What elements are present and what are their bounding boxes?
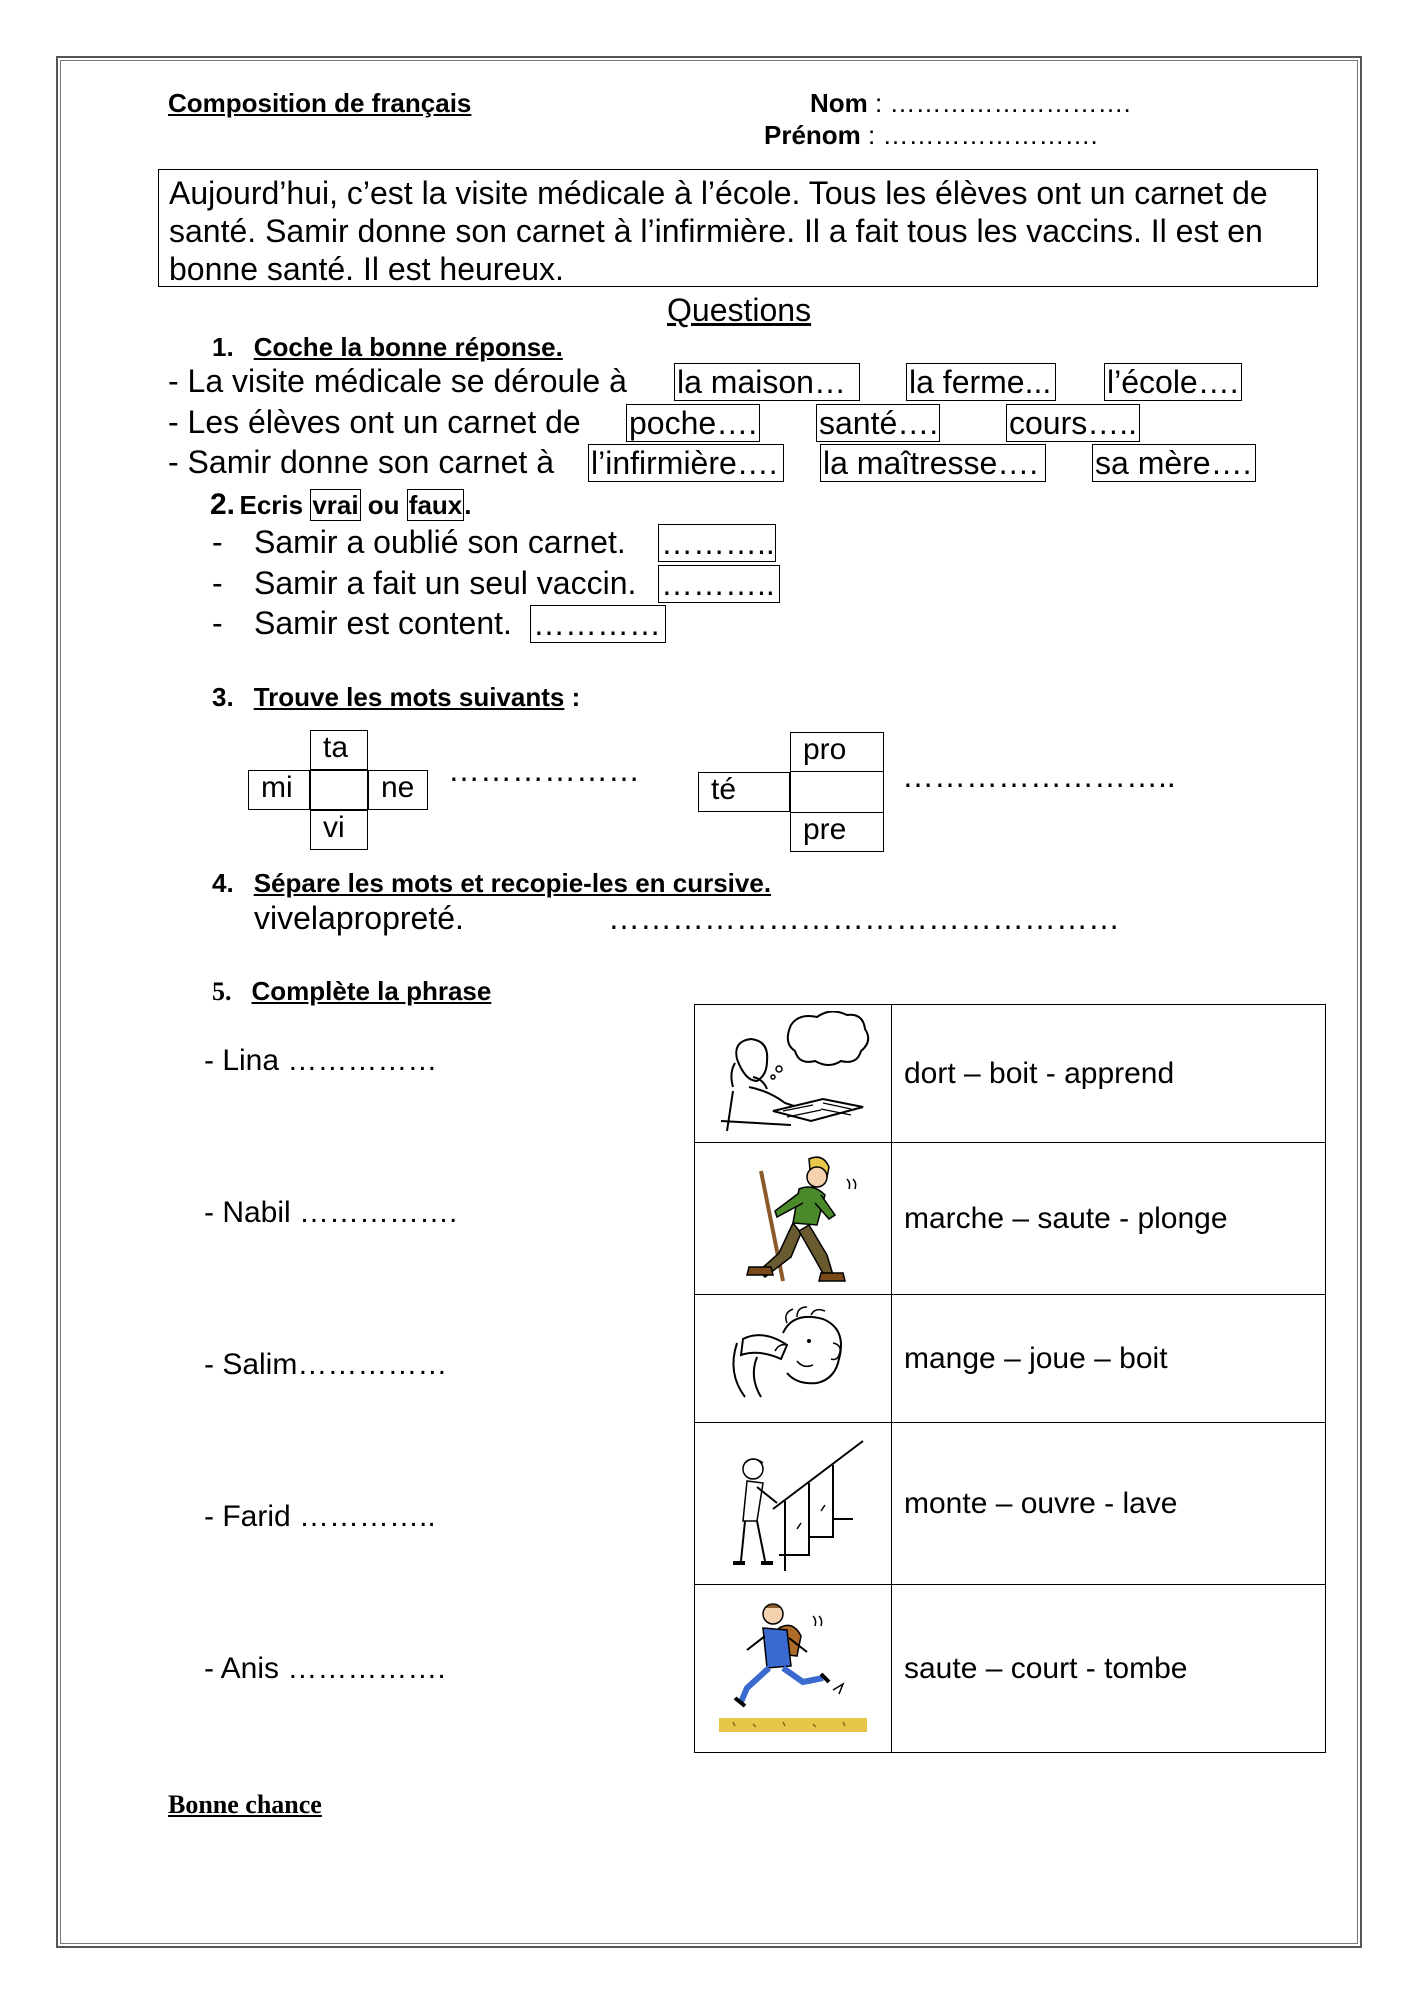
q1-number: 1. <box>212 332 234 362</box>
q5-number: 5. <box>212 977 232 1006</box>
intro-text-box: Aujourd’hui, c’est la visite médicale à l’école. Tous les élèves ont un carnet de santé. Samir donne son carnet à l’infirmière. Il a fait tous les vaccins. Il est en bonne santé. Il est heureux. <box>158 169 1318 287</box>
boy-hiking-picture <box>695 1149 891 1289</box>
document-title: Composition de français <box>168 88 472 118</box>
footer-bonne-chance: Bonne chance <box>168 1790 322 1819</box>
grid2-left-cell: té <box>698 772 790 812</box>
q3-title: Trouve les mots suivants <box>253 682 565 712</box>
verbs-picture-cell <box>695 1585 892 1753</box>
q2-row-3-text: Samir est content. <box>254 605 512 641</box>
grid2-answer[interactable]: …………………….. <box>902 758 1176 794</box>
q3-number: 3. <box>212 682 234 712</box>
q4-title: Sépare les mots et recopie-les en cursive. <box>253 868 772 898</box>
q2-row-2-dash: - <box>212 565 223 601</box>
grid2-bottom-cell: pre <box>790 812 884 852</box>
verbs-picture-cell <box>695 1005 892 1143</box>
girl-thinking-reading-picture <box>695 1011 891 1137</box>
q2-row-3-answer[interactable]: ………… <box>530 605 666 643</box>
q4-answer-line[interactable]: ………………………………………… <box>608 900 1120 936</box>
q2-ou: ou <box>360 490 407 520</box>
verbs-row <box>695 1295 1326 1423</box>
q5-heading <box>212 976 491 1007</box>
nom-label: Nom <box>810 88 868 118</box>
q2-row-1-dash: - <box>212 524 223 560</box>
verbs-row <box>695 1005 1326 1143</box>
q2-row-1-text: Samir a oublié son carnet. <box>254 524 626 560</box>
q4-number: 4. <box>212 868 234 898</box>
q2-number: 2. <box>210 488 236 521</box>
q1-row-2-option-3[interactable]: cours….. <box>1006 404 1140 442</box>
phrase-lina[interactable]: - Lina …………… <box>204 1044 438 1077</box>
grid1-left-cell: mi <box>248 770 310 810</box>
boy-drinking-picture <box>695 1303 891 1415</box>
q2-heading <box>210 488 472 522</box>
prenom-label: Prénom <box>764 120 861 150</box>
boy-running-jumping-picture <box>695 1594 891 1744</box>
q1-row-3-option-3[interactable]: sa mère…. <box>1092 444 1256 482</box>
q1-title: Coche la bonne réponse. <box>253 332 563 362</box>
phrase-farid[interactable]: - Farid ………….. <box>204 1500 436 1533</box>
q1-row-3-option-1[interactable]: l’infirmière…. <box>588 444 784 482</box>
grid1-answer[interactable]: ……………… <box>448 752 640 788</box>
q3-heading <box>212 682 580 713</box>
verbs-row <box>695 1585 1326 1753</box>
verbs-options-lina: dort – boit - apprend <box>892 1005 1326 1143</box>
prenom-line <box>764 120 1098 151</box>
verbs-picture-cell <box>695 1143 892 1295</box>
verbs-row <box>695 1423 1326 1585</box>
q2-vrai-box: vrai <box>312 490 359 520</box>
phrase-nabil[interactable]: - Nabil ……………. <box>204 1196 458 1229</box>
verbs-options-salim: mange – joue – boit <box>892 1295 1326 1423</box>
q1-heading <box>212 332 563 363</box>
prenom-field[interactable]: : ……………………. <box>860 120 1098 150</box>
q1-row-2-option-2[interactable]: santé…. <box>816 404 940 442</box>
q2-title-post: . <box>464 490 472 520</box>
q1-row-1-option-1[interactable]: la maison… <box>674 363 860 401</box>
q4-word: vivelapropreté. <box>254 900 464 936</box>
verbs-picture-cell <box>695 1423 892 1585</box>
verbs-options-nabil: marche – saute - plonge <box>892 1143 1326 1295</box>
q3-colon: : <box>564 682 581 712</box>
grid2-top-cell: pro <box>790 732 884 772</box>
q2-row-2-answer[interactable]: ……….. <box>658 565 780 603</box>
verbs-options-farid: monte – ouvre - lave <box>892 1423 1326 1585</box>
verbs-row <box>695 1143 1326 1295</box>
q1-row-1-option-3[interactable]: l’école…. <box>1104 363 1242 401</box>
boy-climbing-stairs-picture <box>695 1429 891 1579</box>
grid1-center-cell[interactable] <box>310 770 368 810</box>
verbs-table <box>694 1004 1326 1753</box>
q2-row-3-dash: - <box>212 605 223 641</box>
q2-row-1-answer[interactable]: ……….. <box>658 524 776 562</box>
nom-line <box>810 88 1131 119</box>
phrase-anis[interactable]: - Anis ……………. <box>204 1652 446 1685</box>
q1-row-2-option-1[interactable]: poche…. <box>626 404 760 442</box>
verbs-picture-cell <box>695 1295 892 1423</box>
nom-field[interactable]: : ………………………. <box>867 88 1131 118</box>
q2-row-2-text: Samir a fait un seul vaccin. <box>254 565 637 601</box>
q1-row-3-option-2[interactable]: la maîtresse…. <box>820 444 1046 482</box>
q1-row-2-prompt: - Les élèves ont un carnet de <box>168 404 581 440</box>
questions-title: Questions <box>667 292 812 328</box>
q1-row-1-prompt: - La visite médicale se déroule à <box>168 363 627 399</box>
q2-title-pre: Ecris <box>239 490 311 520</box>
q1-row-3-prompt: - Samir donne son carnet à <box>168 444 554 480</box>
q5-title: Complète la phrase <box>251 976 492 1006</box>
verbs-options-anis: saute – court - tombe <box>892 1585 1326 1753</box>
q4-heading <box>212 868 771 899</box>
phrase-salim[interactable]: - Salim…………… <box>204 1348 448 1381</box>
grid1-right-cell: ne <box>368 770 428 810</box>
grid2-center-cell[interactable] <box>790 772 884 812</box>
grid1-top-cell: ta <box>310 730 368 770</box>
grid1-bottom-cell: vi <box>310 810 368 850</box>
q2-faux-box: faux <box>408 490 463 520</box>
q1-row-1-option-2[interactable]: la ferme... <box>906 363 1056 401</box>
